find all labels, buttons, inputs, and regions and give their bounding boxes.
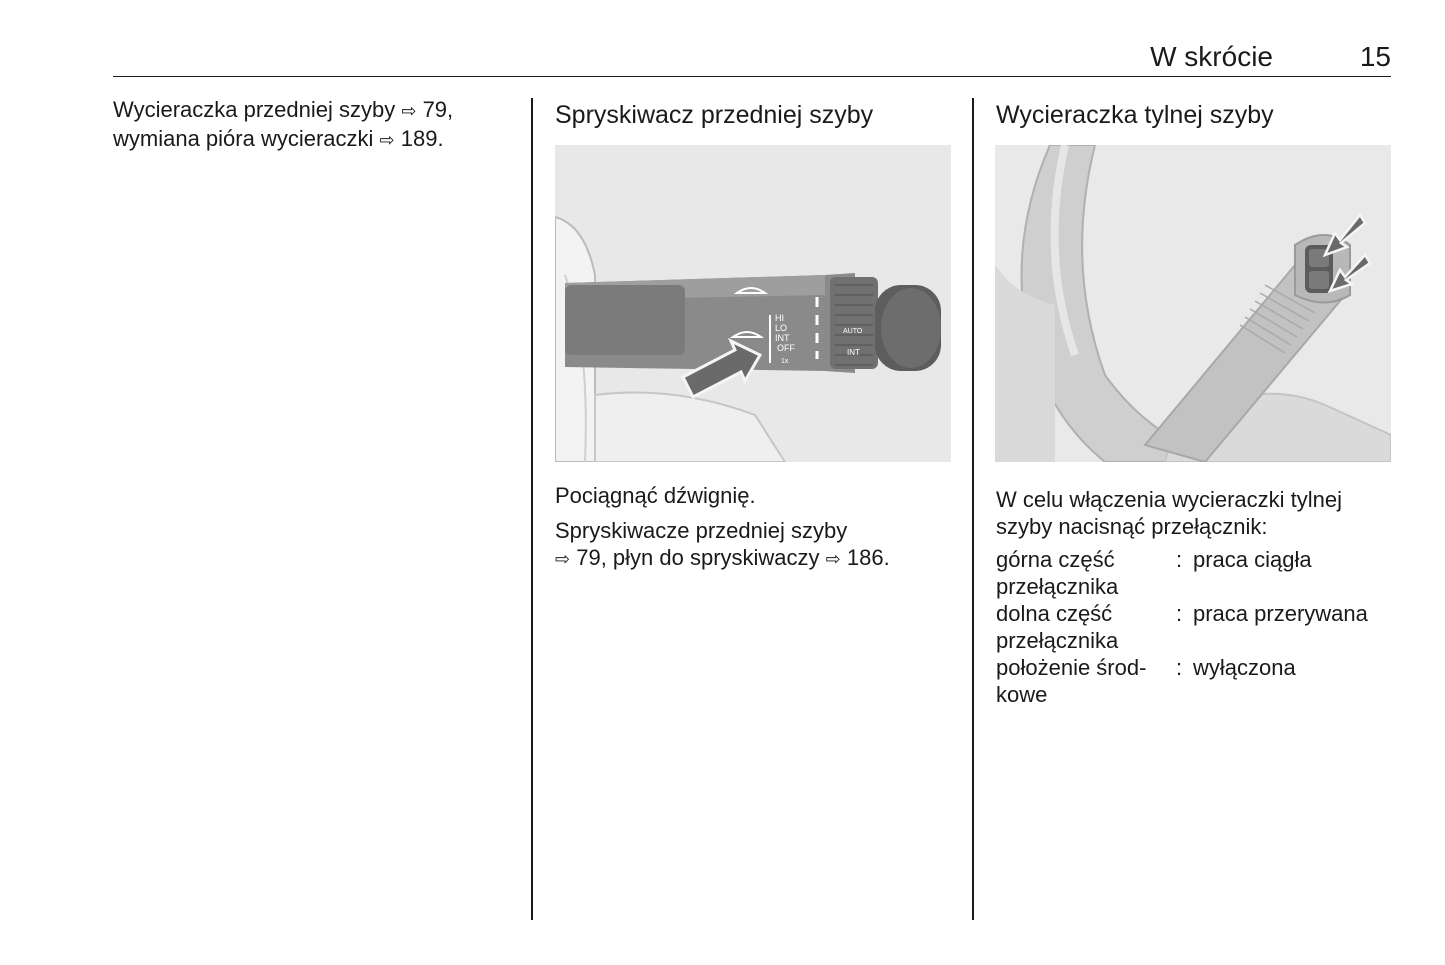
definition-desc: praca przerywana xyxy=(1193,601,1368,626)
label-off: OFF xyxy=(777,343,795,353)
label-hi: HI xyxy=(775,313,784,323)
definition-colon: : xyxy=(1176,655,1183,680)
column-2 xyxy=(555,96,955,131)
label-int-ring: INT xyxy=(847,348,860,357)
wiper-reference-line: Wycieraczka przedniej szyby ⇨ 79, xyxy=(113,97,454,122)
label-auto: AUTO xyxy=(843,328,863,335)
page-link-79[interactable]: 79, xyxy=(422,97,454,122)
label-lo: LO xyxy=(775,323,788,333)
column-3 xyxy=(996,96,1396,131)
label-int: INT xyxy=(775,333,790,343)
washer-text xyxy=(555,482,955,573)
definition-desc: praca ciągła xyxy=(1193,547,1312,572)
page-reference-arrow-icon: ⇨ xyxy=(401,101,417,122)
label-1x: 1x xyxy=(781,358,789,365)
column-divider-2 xyxy=(972,98,974,920)
washer-reference-line: Spryskiwacze przedniej szyby xyxy=(555,518,848,543)
definition-colon: : xyxy=(1176,601,1183,626)
column-divider-1 xyxy=(531,98,533,920)
page-reference-arrow-icon: ⇨ xyxy=(825,549,841,570)
washer-fluid-reference-line xyxy=(555,544,955,573)
column-1 xyxy=(113,96,513,154)
rear-wiper-illustration xyxy=(995,145,1391,462)
page-reference-arrow-icon: ⇨ xyxy=(555,549,571,570)
page-reference-arrow-icon: ⇨ xyxy=(379,130,395,151)
definition-colon: : xyxy=(1176,547,1183,572)
page-link-79-fluid[interactable]: 79, płyn do spryskiwaczy xyxy=(576,545,826,570)
rear-wiper-heading: Wycieraczka tylnej szyby xyxy=(996,101,1274,129)
page-header xyxy=(113,38,1391,77)
pull-lever-instruction: Pociągnąć dźwignię. xyxy=(555,483,756,508)
page-link-186[interactable]: 186. xyxy=(846,545,890,570)
page-number: 15 xyxy=(1359,41,1391,72)
rear-wiper-text xyxy=(996,486,1396,540)
section-title: W skrócie xyxy=(1150,41,1273,72)
definition-term: górna część przełącznika xyxy=(996,547,1119,599)
definition-desc: wyłączona xyxy=(1193,655,1296,680)
definition-term: położenie środ-kowe xyxy=(996,655,1147,707)
page-link-189[interactable]: 189. xyxy=(400,126,444,151)
blade-reference-line: wymiana pióra wycieraczki ⇨ 189. xyxy=(113,126,444,151)
rear-wiper-intro: W celu włączenia wycieraczki tylnej szyby nacisnąć przełącznik: xyxy=(996,487,1342,539)
washer-heading: Spryskiwacz przedniej szyby xyxy=(555,101,874,129)
wiper-stalk-illustration xyxy=(555,145,951,462)
definition-term: dolna część przełącznika xyxy=(996,601,1119,653)
